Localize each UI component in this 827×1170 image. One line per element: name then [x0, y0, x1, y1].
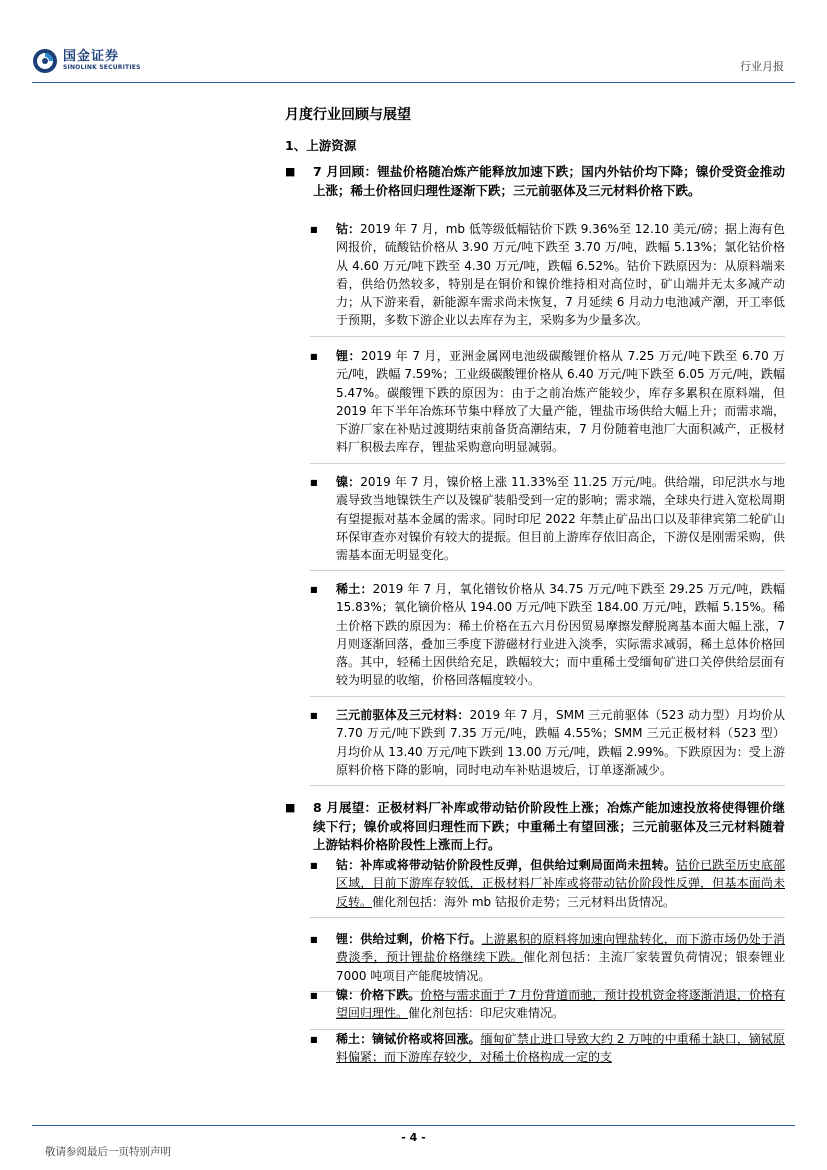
item-text: 2019 年 7 月，SMM 三元前驱体（523 动力型）月均价从 7.70 万元/吨下跌到 7.35 万元/吨，跌幅 4.55%；SMM 三元正极材料（523 型）月均价从 13.40 万元/吨下跌到 13.00 万元/吨，跌幅 2.99%。下跌原因为：受上游原料价格下降的影响，同时电动车补贴退坡后，订单逐渐减少。	[336, 708, 785, 777]
page-header	[0, 0, 827, 86]
brand-logo	[32, 48, 141, 74]
aug-outlook-heading	[285, 799, 785, 855]
list-item-aug-nickel	[310, 986, 785, 1030]
list-item-july-nickel	[310, 473, 785, 571]
square-bullet-icon: ■	[285, 801, 296, 814]
item-text: 2019 年 7 月，镍价格上涨 11.33%至 11.25 万元/吨。供给端，印尼洪水与地震导致当地镍铁生产以及镍矿装船受到一定的影响；需求端，全球央行进入宽松周期有望提振对基本金属的需求。同时印尼 2022 年禁止矿品出口以及菲律宾第二轮矿山环保审查亦对镍价有较大的提振。但目前上游库存依旧高企，下游仅是刚需采购，供需基本面无明显变化。	[336, 475, 785, 563]
list-item-july-rare-earth	[310, 580, 785, 697]
item-underlined-text: 缅甸矿禁止进口导致大约 2 万吨的中重稀土缺口，镝铽原料偏紧；而下游库存较少，对稀土价格构成一定的支	[336, 1032, 785, 1065]
header-divider	[32, 82, 795, 83]
item-text: 催化剂包括：印尼灾难情况。	[408, 1006, 565, 1021]
july-review-heading	[285, 163, 785, 200]
list-item-aug-cobalt	[310, 856, 785, 918]
item-label: 锂：	[336, 349, 361, 363]
list-item-aug-rare-earth	[310, 1030, 785, 1073]
item-label: 钴：补库或将带动钴价阶段性反弹，但供给过剩局面尚未扭转。	[336, 858, 676, 872]
item-underlined-text: 价格与需求面于 7 月份背道而驰，预计投机资金将逐渐消退，价格有望回归理性。	[336, 988, 785, 1021]
square-bullet-icon: ■	[285, 165, 296, 178]
item-label: 三元前驱体及三元材料：	[336, 708, 470, 722]
item-label: 镍：	[336, 475, 361, 489]
small-square-bullet-icon: ■	[310, 225, 318, 234]
july-review-heading-text: 7 月回顾：锂盐价格随冶炼产能释放加速下跌；国内外钴价均下降；镍价受资金推动上涨；稀土价格回归理性逐渐下跌；三元前驱体及三元材料价格下跌。	[313, 164, 785, 198]
item-label: 稀土：镝铽价格或将回涨。	[336, 1032, 481, 1046]
item-underlined-text: 钴价已跌至历史底部区域，目前下游库存较低，正极材料厂补库或将带动钴价阶段性反弹，但基本面尚未反转。	[336, 858, 785, 909]
small-square-bullet-icon: ■	[310, 585, 318, 594]
footer-divider	[32, 1125, 795, 1126]
item-text: 催化剂包括：海外 mb 钴报价走势；三元材料出货情况。	[372, 894, 675, 909]
item-label: 稀土：	[336, 582, 373, 596]
small-square-bullet-icon: ■	[310, 711, 318, 720]
item-label: 钴：	[336, 222, 361, 236]
item-text: 2019 年 7 月，氧化镨钕价格从 34.75 万元/吨下跌至 29.25 万元/吨，跌幅 15.83%；氧化镝价格从 194.00 万元/吨下跌至 184.00 万元/吨，跌幅 5.15%。稀土价格下跌的原因为：稀土价格在五六月份因贸易摩擦发酵脱离基本面大幅上涨，7 月则逐渐回落，叠加三季度下游磁材行业进入淡季，实际需求减弱，稀土总体价格回落。其中，轻稀土因供给充足，跌幅较大；而中重稀土受缅甸矿进口关停供给层面有较为明显的收缩，价格回落幅度较小。	[336, 582, 785, 688]
list-item-july-lithium	[310, 347, 785, 464]
item-text: 催化剂包括：主流厂家装置负荷情况；银泰锂业 7000 吨项目产能爬坡情况。	[336, 950, 785, 983]
small-square-bullet-icon: ■	[310, 478, 318, 487]
page-number: - 4 -	[401, 1131, 426, 1144]
item-text: 2019 年 7 月，亚洲金属网电池级碳酸锂价格从 7.25 万元/吨下跌至 6.70 万元/吨，跌幅 7.59%；工业级碳酸锂价格从 6.40 万元/吨下跌至 6.05 万元/吨，跌幅 5.47%。碳酸锂下跌的原因为：由于之前冶炼产能较少，库存多累积在原料端，但 2019 年下半年冶炼环节集中释放了大量产能，锂盐市场供给大幅上升；而需求端，下游厂家在补贴过渡期结束前备货高潮结束，7 月份随着电池厂大面积减产，正极材料厂积极去库存，锂盐采购意向明显减弱。	[336, 349, 785, 455]
disclaimer-note: 敬请参阅最后一页特别声明	[45, 1146, 171, 1158]
small-square-bullet-icon: ■	[310, 935, 318, 944]
item-text: 2019 年 7 月，mb 低等级低幅钴价下跌 9.36%至 12.10 美元/磅；据上海有色网报价，硫酸钴价格从 3.90 万元/吨下跌至 3.70 万/吨，跌幅 5.13%；氯化钴价格从 4.60 万元/吨下跌至 4.30 万元/吨，跌幅 6.52%。钴价下跌原因为：从原料端来看，供给仍然较多，特别是在铜价和镍价维持相对高位时，矿山端并无太多减产动力；从下游来看，新能源车需求尚未恢复，7 月延续 6 月动力电池减产潮，开工率低于预期，多数下游企业以去库存为主，采购多为少量多次。	[336, 222, 785, 328]
logo-chinese-name: 国金证券	[63, 49, 120, 64]
subsection-title: 1、上游资源	[285, 138, 357, 153]
report-type-label: 行业月报	[740, 60, 784, 73]
item-label: 镍：价格下跌。	[336, 988, 421, 1002]
small-square-bullet-icon: ■	[310, 861, 318, 870]
small-square-bullet-icon: ■	[310, 352, 318, 361]
small-square-bullet-icon: ■	[310, 991, 318, 1000]
item-underlined-text: 上游累积的原料将加速向锂盐转化，而下游市场仍处于消费淡季，预计锂盐价格继续下跌。	[336, 932, 785, 965]
small-square-bullet-icon: ■	[310, 1035, 318, 1044]
list-item-july-ternary	[310, 706, 785, 786]
item-label: 锂：供给过剩，价格下行。	[336, 932, 482, 946]
section-title: 月度行业回顾与展望	[285, 107, 411, 123]
aug-outlook-heading-text: 8 月展望：正极材料厂补库或带动钴价阶段性上涨；冶炼产能加速投放将使得锂价继续下行；镍价或将回归理性而下跌；中重稀土有望回涨；三元前驱体及三元材料随着上游钴料价格阶段性上涨而上行。	[313, 800, 785, 852]
list-item-july-cobalt	[310, 220, 785, 337]
logo-mark-icon	[32, 48, 58, 74]
logo-english-name: SINOLINK SECURITIES	[63, 64, 141, 71]
list-item-aug-lithium	[310, 930, 785, 992]
